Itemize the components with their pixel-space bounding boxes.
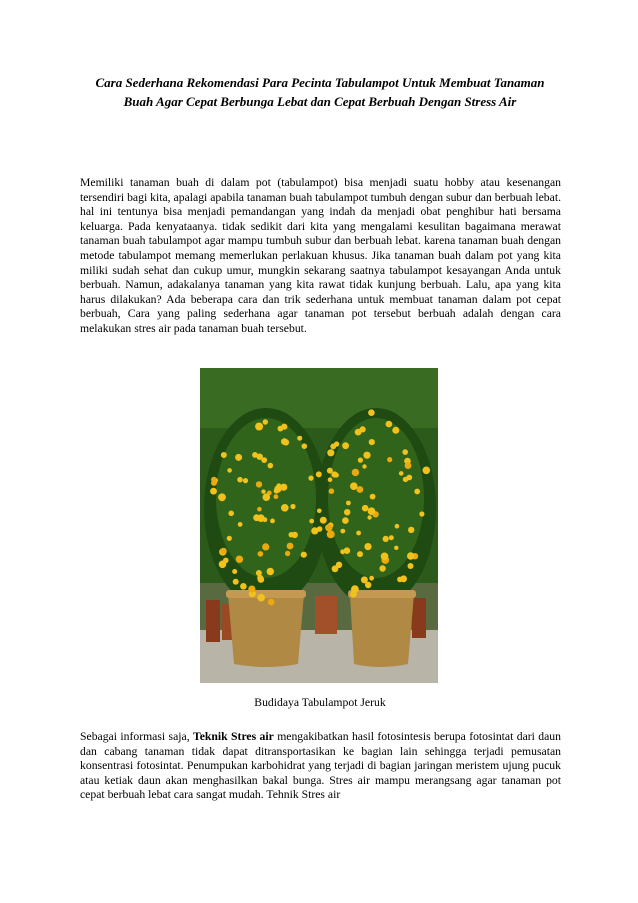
paragraph2-bold-term: Teknik Stres air	[193, 730, 274, 743]
citrus-tree-photo	[200, 368, 438, 683]
paragraph2-lead: Sebagai informasi saja,	[80, 730, 194, 743]
figure-caption: Budidaya Tabulampot Jeruk	[254, 696, 386, 709]
body-paragraph	[80, 730, 561, 803]
document-title: Cara Sederhana Rekomendasi Para Pecinta Tabulampot Untuk Membuat Tanaman Buah Agar Cepat Berbunga Lebat dan Cepat Berbuah Dengan Stress Air	[95, 75, 545, 109]
intro-paragraph: Memiliki tanaman buah di dalam pot (tabulampot) bisa menjadi suatu hobby atau kesenangan tersendiri bagi kita, apalagi apabila tanaman buah tabulampot tumbuh dengan subur dan berbuah lebat. hal ini tentunya bisa menjadi pemandangan yang indah da menjadi obat penghibur hati bersama keluarga. Pada kenyataanya. tidak sedikit dari kita yang mengalami kesulitan bagaimana merawat tanaman buah tabulampot agar mampu tumbuh subur dan berbuah lebat. karena tanaman buah dengan metode tabulampot memang memerlukan perlakuan khusus. Jika tanaman buah dalam pot yang kita miliki sudah sehat dan cukup umur, mungkin sekarang saatnya tabulampot kesayangan Anda untuk berbuah. Namun, adakalanya tanaman yang kita rawat tidak kunjung berbuah. Lalu, apa yang kita harus dilakukan? Ada beberapa cara dan trik sederhana untuk membuat tanaman dalam pot cepat berbuah, Cara yang paling sederhana agar tanaman pot tersebut berbuah adalah dengan cara melakukan stres air pada tanaman buah tersebut.	[80, 176, 561, 335]
paragraph2-rest: mengakibatkan hasil fotosintesis berupa fotosintat dari daun dan cabang tanaman tidak dapat ditransportasikan ke bagian lain sehingga terjadi pemusatan konsentrasi fotosintat. Penumpukan karbohidrat yang terjadi di bagian jaringan meristem ujung pucuk atau ketiak daun akan menghasilkan bakal bunga. Stres air mampu merangsang agar tanaman pot cepat berbuah lebat cara sangat mudah. Tehnik Stres air	[80, 730, 561, 802]
